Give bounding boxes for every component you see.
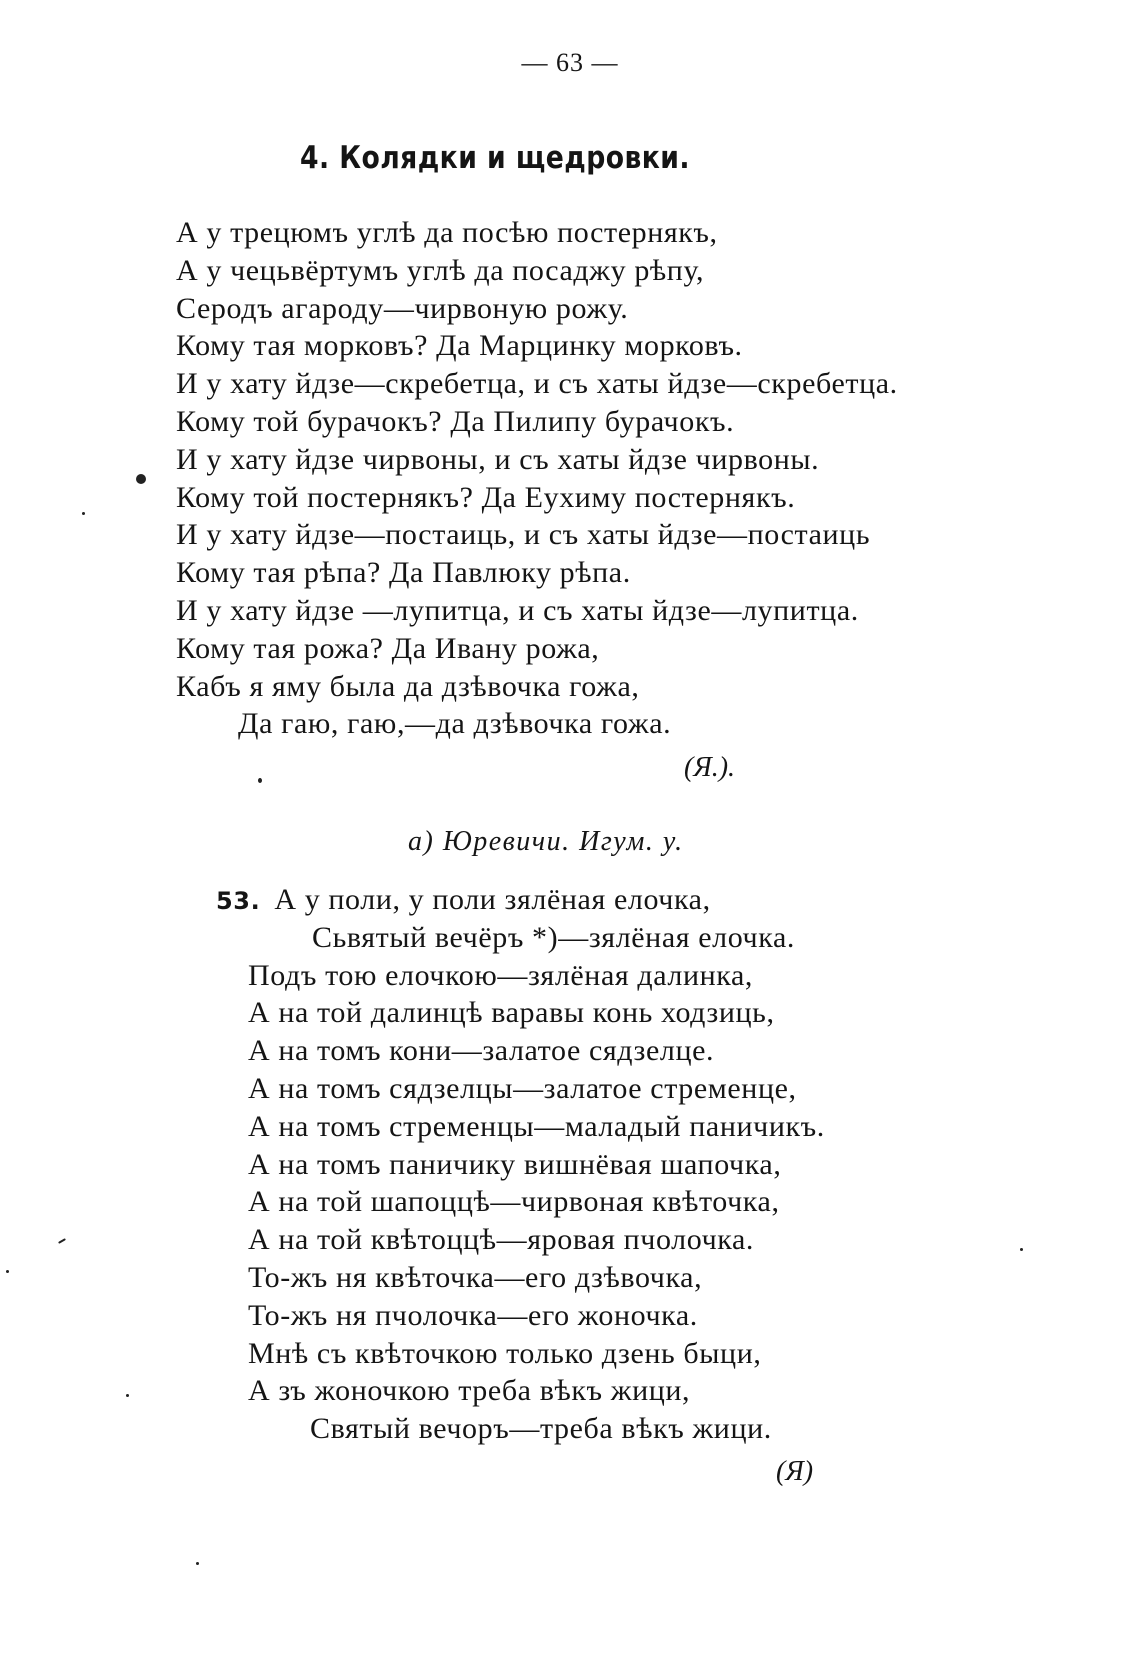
verse-line: А на той шапоццѣ—чирвоная квѣточка, xyxy=(248,1185,780,1219)
verse-line: Мнѣ съ квѣточкою только дзень быци, xyxy=(248,1336,762,1370)
verse-line: А на той квѣтоццѣ—яровая пчолочка. xyxy=(248,1223,754,1257)
verse-line: Сьвятый вечёръ *)—зялёная елочка. xyxy=(312,920,795,954)
verse-line: А на томъ паничику вишнёвая шапочка, xyxy=(248,1147,782,1181)
page-number: — 63 — xyxy=(521,48,619,77)
scan-speck xyxy=(196,1562,199,1565)
verse-line: То-жъ ня квѣточка—его дзѣвочка, xyxy=(248,1260,703,1294)
verse-line: Кому той постернякъ? Да Еухиму постернякъ. xyxy=(176,480,796,514)
verse-line: А на той далинцѣ варавы конь ходзиць, xyxy=(248,996,775,1030)
verse-line: Серодъ агароду—чирвоную рожу. xyxy=(176,291,629,325)
verse-line: А зъ жоночкою треба вѣкъ жици, xyxy=(248,1374,691,1408)
verse-line: И у хату йдзе—постаиць, и съ хаты йдзе—постаиць xyxy=(176,518,871,552)
verse-line: И у хату йдзе—скребетца, и съ хаты йдзе—скребетца. xyxy=(176,367,898,401)
song-b-attribution: (Я) xyxy=(776,1456,814,1487)
song-a-attribution: (Я.). xyxy=(684,752,736,783)
scan-speck xyxy=(82,512,85,515)
song-number: 53. xyxy=(216,887,261,915)
verse-line: Кому тая рѣпа? Да Павлюку рѣпа. xyxy=(176,556,631,590)
verse-line: И у хату йдзе —лупитца, и съ хаты йдзе—лупитца. xyxy=(176,593,859,627)
song-b-verse xyxy=(0,881,825,1448)
scan-speck xyxy=(258,778,262,783)
verse-line: Кому тая рожа? Да Ивану рожа, xyxy=(176,631,600,665)
scan-speck xyxy=(136,474,146,484)
verse-line: А у чецьвёртумъ углѣ да посаджу рѣпу, xyxy=(176,253,705,287)
verse-line: Кому той бурачокъ? Да Пилипу бурачокъ. xyxy=(176,404,735,438)
section-heading: 4. Колядки и щедровки. xyxy=(300,140,690,176)
verse-line: Кому тая морковъ? Да Марцинку морковъ. xyxy=(176,329,743,363)
verse-line: А у трецюмъ углѣ да посѣю постернякъ, xyxy=(176,216,718,249)
location-subheading: а) Юревичи. Игум. у. xyxy=(408,826,684,857)
verse-line: Кабъ я яму была да дзѣвочка гожа, xyxy=(176,669,640,703)
verse-line: А на томъ стременцы—маладый паничикъ. xyxy=(248,1109,825,1143)
verse-line: А на томъ кони—залатое сядзелце. xyxy=(248,1034,715,1068)
scan-speck xyxy=(126,1394,129,1397)
verse-line: А на томъ сядзелцы—залатое стременце, xyxy=(248,1071,797,1105)
verse-line: Святый вечоръ—треба вѣкъ жици. xyxy=(310,1412,772,1446)
verse-line: То-жъ ня пчолочка—его жоночка. xyxy=(248,1298,698,1332)
verse-line: Подъ тою елочкою—зялёная далинка, xyxy=(248,958,754,992)
verse-line: И у хату йдзе чирвоны, и съ хаты йдзе чирвоны. xyxy=(176,442,820,476)
verse-line xyxy=(0,881,825,919)
verse-line-text: А у поли, у поли зялёная елочка, xyxy=(274,883,711,916)
scan-speck xyxy=(1020,1248,1023,1251)
verse-line: Да гаю, гаю,—да дзѣвочка гожа. xyxy=(238,707,672,741)
scan-speck xyxy=(6,1270,9,1273)
song-a-verse xyxy=(0,214,898,743)
